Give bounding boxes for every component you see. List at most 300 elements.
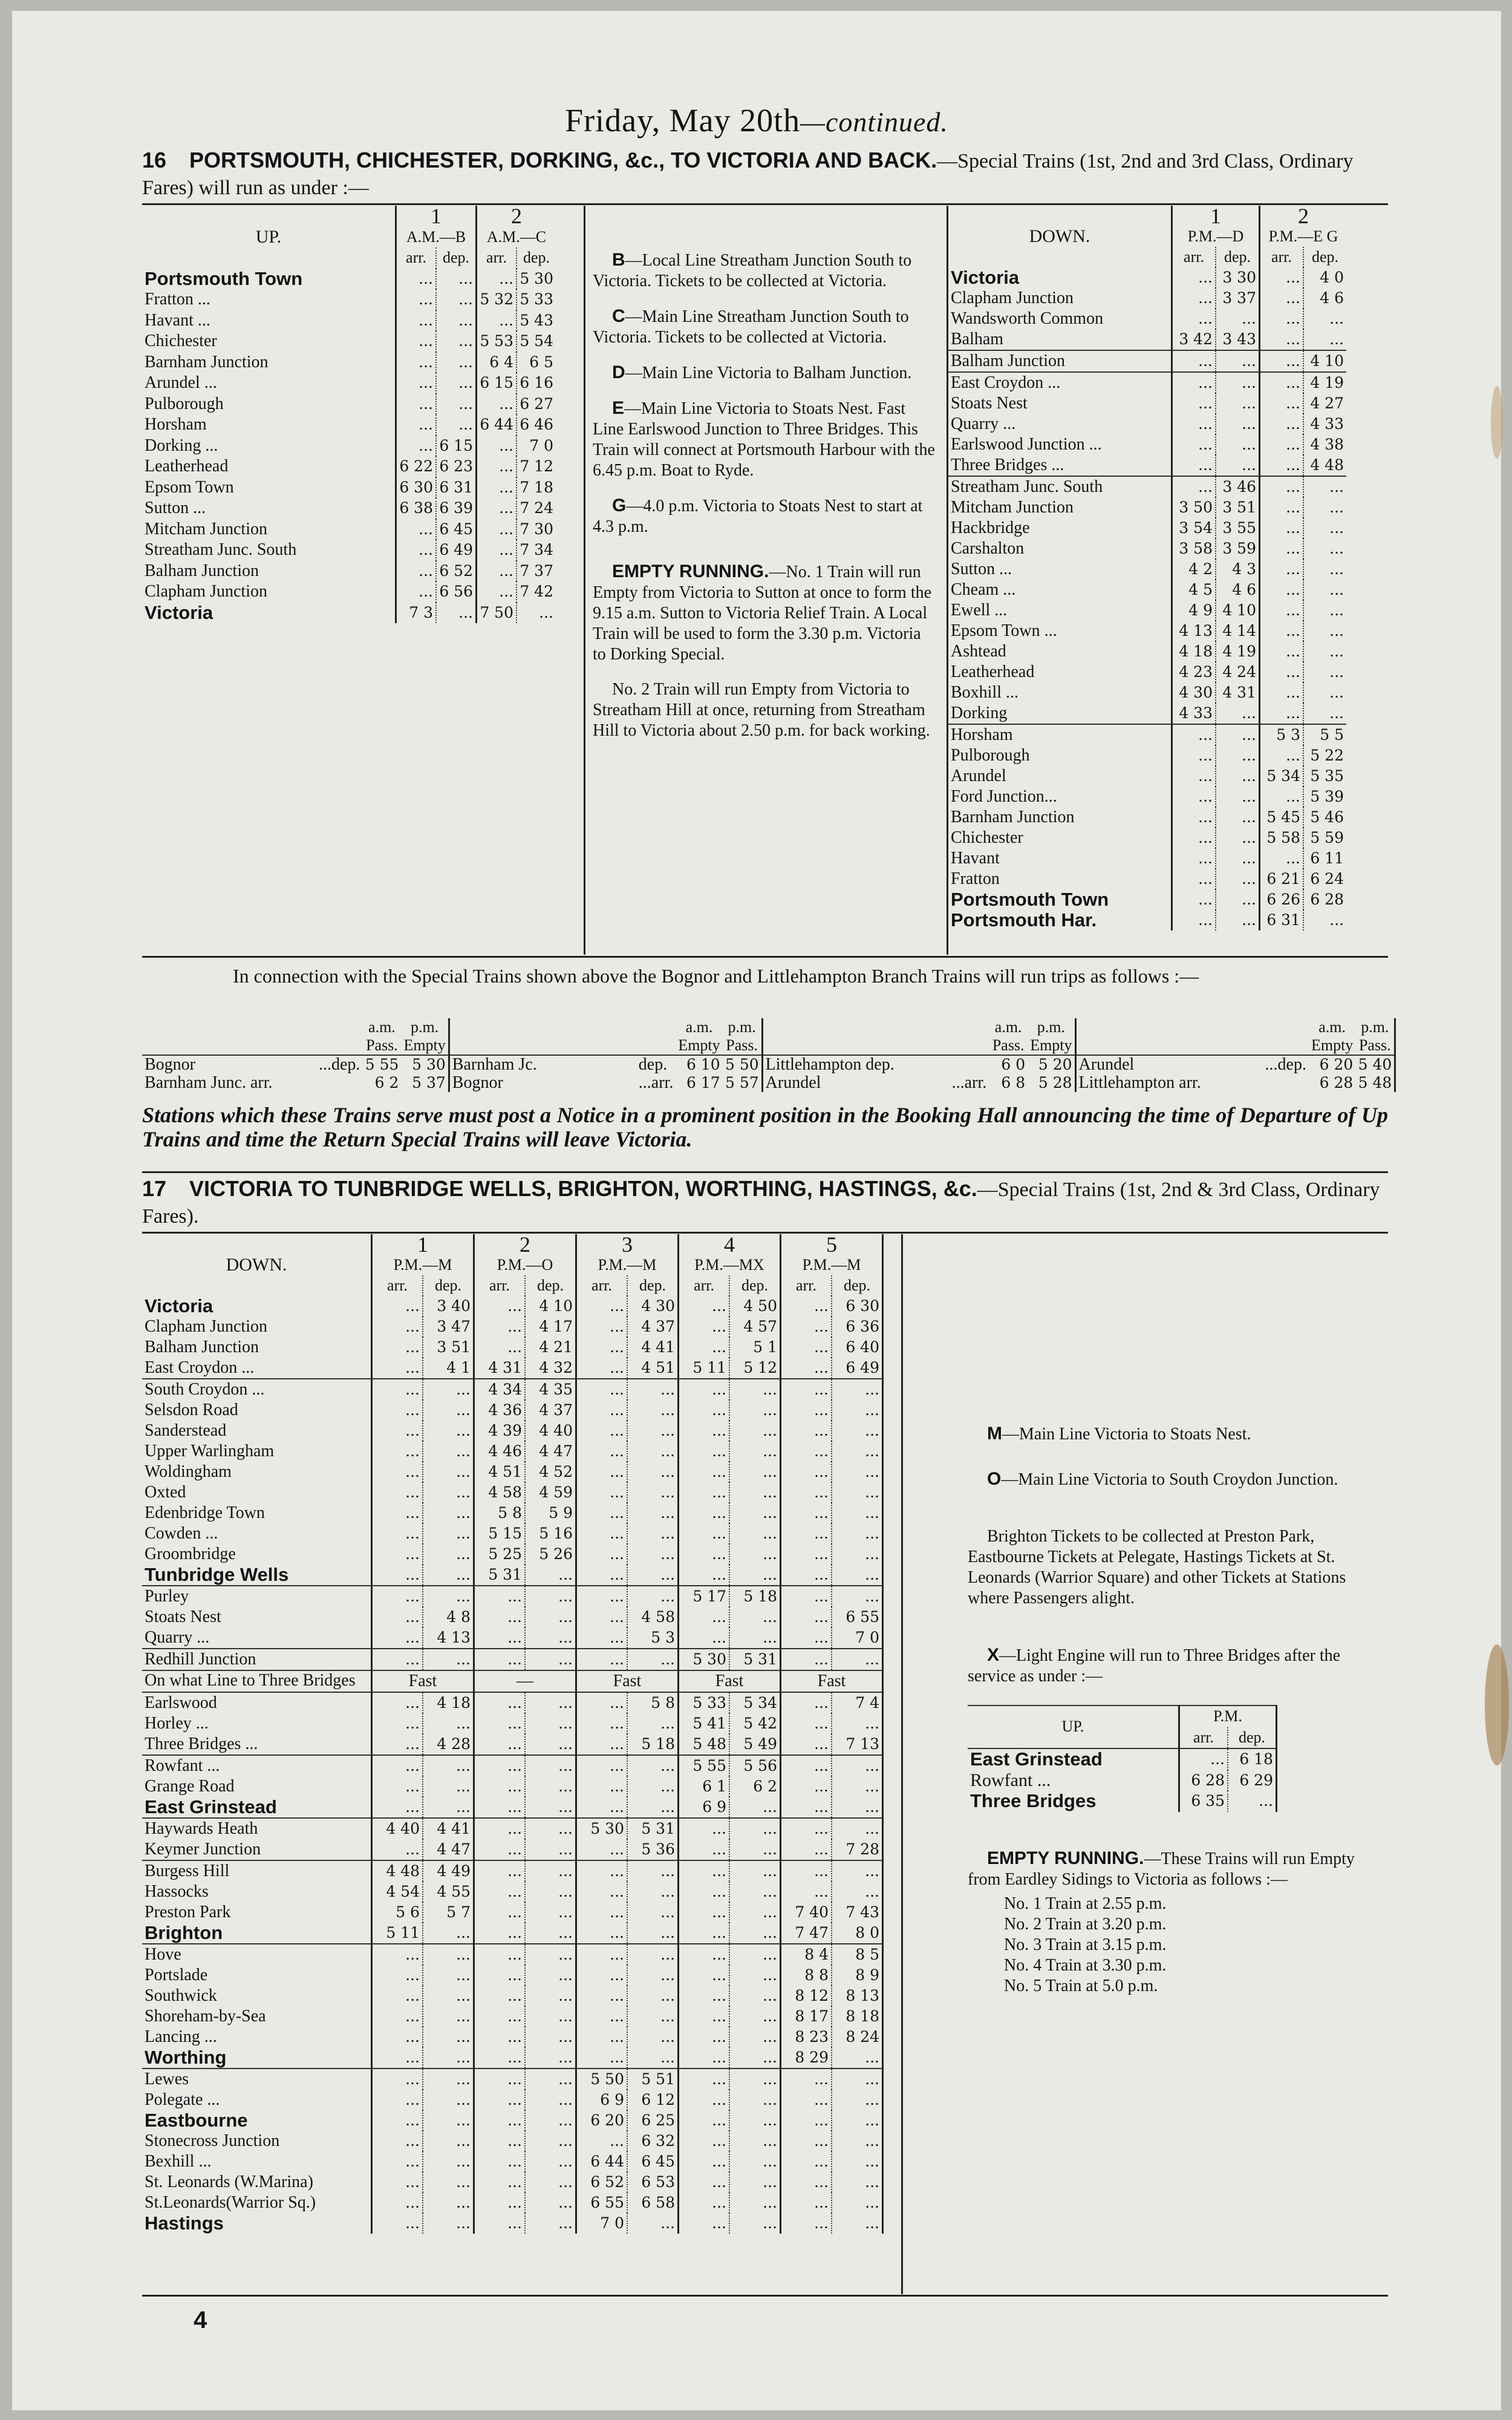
time-cell: ... <box>627 1965 679 1986</box>
time-cell: ... <box>477 310 517 332</box>
col-label: Empty <box>1311 1036 1354 1054</box>
time-cell: ... <box>525 1713 576 1734</box>
time-cell: ... <box>1172 828 1216 848</box>
time-cell: ... <box>1260 350 1304 372</box>
section-16-down-table <box>948 206 1346 930</box>
up-label: UP. <box>968 1705 1179 1748</box>
time-cell: ... <box>1260 309 1304 329</box>
time-cell: 6 2 <box>374 1074 399 1091</box>
time-cell: ... <box>1172 350 1216 372</box>
time-cell: ... <box>1216 869 1260 889</box>
time-cell: ... <box>396 540 437 561</box>
table-row <box>948 476 1346 497</box>
time-cell: 4 10 <box>1216 600 1260 621</box>
time-cell: ... <box>679 2193 730 2213</box>
time-cell: 5 55 <box>362 1055 401 1074</box>
time-cell: 8 12 <box>781 1986 832 2006</box>
time-cell: ... <box>832 2068 883 2090</box>
time-cell: ... <box>477 456 517 477</box>
time-cell: ... <box>372 1337 423 1358</box>
time-cell: ... <box>729 2110 781 2131</box>
time-cell: 7 0 <box>529 436 553 454</box>
time-cell: ... <box>396 310 437 332</box>
station-name: Horsham <box>142 414 396 436</box>
time-cell: ... <box>1179 1748 1228 1770</box>
note-g <box>593 495 937 537</box>
time-cell: ... <box>436 603 477 624</box>
time-cell: ... <box>372 2047 423 2068</box>
time-cell: ... <box>1260 621 1304 641</box>
station-name: Hove <box>142 1944 372 1965</box>
time-cell: ... <box>396 352 437 373</box>
train-tag: P.M.—M <box>781 1255 883 1275</box>
time-cell: ... <box>423 1923 474 1944</box>
time-cell: ... <box>423 2047 474 2068</box>
station-name: Clapham Junction <box>142 1316 372 1337</box>
col-label: arr. <box>1260 247 1304 267</box>
time-cell: ... <box>1329 310 1344 327</box>
station-name: Arundel <box>1075 1055 1263 1074</box>
time-cell: ... <box>396 581 437 603</box>
time-cell: ... <box>474 1713 526 1734</box>
header-row <box>968 1705 1277 1727</box>
station-name: Mitcham Junction <box>948 497 1172 518</box>
time-cell: 7 37 <box>520 561 553 580</box>
time-cell: ... <box>781 2172 832 2193</box>
time-cell: ... <box>627 1400 679 1421</box>
empty-running-heading: EMPTY RUNNING. <box>987 1848 1144 1868</box>
time-cell: ... <box>1216 786 1260 807</box>
time-cell: ... <box>1172 267 1216 288</box>
time-cell: ... <box>525 1649 576 1670</box>
time-cell: ... <box>729 1986 781 2006</box>
station-name: Mitcham Junction <box>142 519 396 540</box>
time-cell: ... <box>627 1944 679 1965</box>
col-label: dep. <box>832 1275 883 1296</box>
list-item: No. 5 Train at 5.0 p.m. <box>1004 1976 1158 1995</box>
time-cell: ... <box>477 436 517 457</box>
cell <box>449 1018 636 1036</box>
time-cell: ... <box>729 2006 781 2027</box>
time-cell: ... <box>832 2110 883 2131</box>
station-name: Groombridge <box>142 1544 372 1565</box>
time-cell: ... <box>832 1462 883 1482</box>
time-cell: ... <box>525 1565 576 1586</box>
time-cell: 4 39 <box>474 1421 526 1441</box>
table-row <box>968 1791 1277 1812</box>
table-row <box>142 2131 883 2151</box>
note-m <box>968 1424 1391 1445</box>
time-cell: ... <box>372 1296 423 1316</box>
col-label: Pass. <box>992 1036 1025 1054</box>
time-cell: ... <box>372 1692 423 1713</box>
time-cell: 6 30 <box>396 477 437 499</box>
time-cell: 5 41 <box>679 1713 730 1734</box>
train-tag: P.M.—E G <box>1268 227 1338 245</box>
cell: ...arr. <box>638 1073 674 1092</box>
time-cell: 5 6 <box>372 1902 423 1923</box>
note-x <box>968 1645 1391 1687</box>
train-tag: A.M.—B <box>396 227 477 248</box>
section-17-heading: 17 VICTORIA TO TUNBRIDGE WELLS, BRIGHTON, WORTHING, HASTINGS, &c.—Special Trains (1st, 2nd & 3rd Class, Ordinary Fares). <box>142 1176 1380 1228</box>
time-cell: ... <box>1260 682 1304 703</box>
time-cell: ... <box>423 2151 474 2172</box>
time-cell: ... <box>1260 848 1304 869</box>
time-cell: ... <box>781 1882 832 1902</box>
table-row <box>948 559 1346 580</box>
time-cell: ... <box>372 1713 423 1734</box>
time-cell: ... <box>1216 910 1260 930</box>
time-cell: ... <box>679 2027 730 2047</box>
time-cell: 4 38 <box>1310 436 1344 453</box>
time-cell: ... <box>627 1544 679 1565</box>
time-cell: 3 47 <box>423 1316 474 1337</box>
time-cell: ... <box>729 1565 781 1586</box>
time-cell: ... <box>423 1755 474 1776</box>
time-cell: ... <box>781 2131 832 2151</box>
time-cell: ... <box>679 1627 730 1649</box>
time-cell: ... <box>832 2131 883 2151</box>
table-row <box>142 1839 883 1860</box>
time-cell: 6 21 <box>1260 869 1304 889</box>
time-cell: 5 48 <box>1355 1074 1395 1092</box>
station-name: Dorking <box>948 703 1172 724</box>
station-name: Lewes <box>142 2068 372 2090</box>
time-cell: ... <box>1329 499 1344 516</box>
time-cell: ... <box>477 540 517 561</box>
time-cell: ... <box>679 1923 730 1944</box>
time-cell: ... <box>627 1523 679 1544</box>
col-label: dep. <box>729 1275 781 1296</box>
time-cell: ... <box>729 1503 781 1523</box>
station-name: Streatham Junc. South <box>948 476 1172 497</box>
time-cell: 4 47 <box>423 1839 474 1860</box>
time-cell: 6 28 <box>1179 1770 1228 1791</box>
time-cell: 6 4 <box>477 352 517 373</box>
col-label: p.m. <box>1028 1018 1075 1036</box>
time-cell: ... <box>576 1421 628 1441</box>
time-cell: ... <box>525 1776 576 1797</box>
time-cell: ... <box>832 2090 883 2110</box>
table-row <box>948 372 1346 393</box>
time-cell: 6 24 <box>1310 870 1344 888</box>
time-cell: ... <box>525 1882 576 1902</box>
time-cell: 3 51 <box>1216 497 1260 518</box>
station-name: Hackbridge <box>948 518 1172 538</box>
time-cell: ... <box>525 2090 576 2110</box>
time-cell: ... <box>576 1776 628 1797</box>
station-name: Quarry ... <box>142 1627 372 1649</box>
time-cell: ... <box>372 1755 423 1776</box>
time-cell: ... <box>525 1986 576 2006</box>
station-name: Portsmouth Town <box>142 269 396 290</box>
time-cell: 4 33 <box>1172 703 1216 724</box>
time-cell: ... <box>1172 434 1216 455</box>
time-cell: 5 55 <box>679 1755 730 1776</box>
time-cell: ... <box>576 1839 628 1860</box>
time-cell: 3 51 <box>423 1337 474 1358</box>
time-cell: 6 40 <box>832 1337 883 1358</box>
time-cell: 6 11 <box>1310 849 1344 867</box>
table-row <box>142 1627 883 1649</box>
time-cell: ... <box>1329 911 1344 929</box>
time-cell: ... <box>679 1337 730 1358</box>
time-cell: ... <box>396 373 437 394</box>
time-cell: ... <box>576 1565 628 1586</box>
table-row <box>948 600 1346 621</box>
time-cell: ... <box>1260 518 1304 538</box>
line-question: On what Line to Three Bridges <box>142 1670 372 1692</box>
time-cell: 5 59 <box>1310 829 1344 846</box>
time-cell: ... <box>1329 684 1344 701</box>
col-label: Empty <box>1028 1036 1075 1055</box>
down-label: DOWN. <box>948 226 1172 247</box>
time-cell: ... <box>372 2090 423 2110</box>
time-cell: 4 48 <box>1310 456 1344 474</box>
table-row <box>948 869 1346 889</box>
time-cell: ... <box>423 1565 474 1586</box>
header-row <box>142 1275 883 1296</box>
time-cell: ... <box>729 2131 781 2151</box>
time-cell: ... <box>372 1400 423 1421</box>
time-cell: ... <box>1216 889 1260 910</box>
time-cell: ... <box>1216 828 1260 848</box>
col-label: dep. <box>523 249 550 266</box>
time-cell: ... <box>474 1860 526 1882</box>
table-row <box>142 1755 883 1776</box>
note-key: G <box>612 495 627 515</box>
time-cell: ... <box>627 1797 679 1818</box>
time-cell: 6 5 <box>529 353 553 371</box>
time-cell: ... <box>474 1316 526 1337</box>
time-cell: ... <box>423 1713 474 1734</box>
time-cell: ... <box>576 1734 628 1755</box>
time-cell: ... <box>525 2193 576 2213</box>
time-cell: ... <box>576 1923 628 1944</box>
time-cell: ... <box>781 1860 832 1882</box>
header-row <box>142 1234 883 1255</box>
time-cell: ... <box>1172 745 1216 766</box>
time-cell: ... <box>781 2068 832 2090</box>
list-item: No. 2 Train at 3.20 p.m. <box>1004 1914 1167 1934</box>
time-cell: ... <box>423 1482 474 1503</box>
time-cell: ... <box>729 1523 781 1544</box>
time-cell: 6 18 <box>1228 1748 1277 1770</box>
time-cell: 8 4 <box>781 1944 832 1965</box>
time-cell: 5 7 <box>423 1902 474 1923</box>
time-cell: 7 12 <box>520 457 553 475</box>
col-label: Pass. <box>723 1036 763 1055</box>
time-cell: ... <box>372 2213 423 2234</box>
time-cell: ... <box>576 1379 628 1400</box>
table-row <box>948 497 1346 518</box>
time-cell: ... <box>372 1544 423 1565</box>
time-cell: ... <box>679 1316 730 1337</box>
col-number: 2 <box>474 1234 576 1255</box>
note-key: B <box>612 250 625 270</box>
station-name: Barnham Junction <box>142 352 396 373</box>
station-name: East Croydon ... <box>948 372 1172 393</box>
line-value: Fast <box>781 1670 883 1692</box>
time-cell: ... <box>525 1944 576 1965</box>
time-cell: ... <box>372 1421 423 1441</box>
time-cell: 3 50 <box>1172 497 1216 518</box>
time-cell: ... <box>474 2131 526 2151</box>
time-cell: 6 16 <box>520 374 553 391</box>
time-cell: ... <box>679 2172 730 2193</box>
empty-running-note <box>593 561 937 665</box>
col-number: 1 <box>372 1234 474 1255</box>
time-cell: 6 52 <box>436 561 477 582</box>
time-cell: 5 20 <box>1028 1055 1075 1074</box>
time-cell: ... <box>729 2213 781 2234</box>
time-cell: ... <box>781 1400 832 1421</box>
note-b <box>593 250 937 292</box>
table-row <box>142 1649 883 1670</box>
col-label: dep. <box>1228 1727 1277 1749</box>
time-cell: ... <box>1260 393 1304 414</box>
time-cell: ... <box>781 1523 832 1544</box>
station-name: Grange Road <box>142 1776 372 1797</box>
time-cell: ... <box>576 2131 628 2151</box>
station-name: Victoria <box>948 267 1172 288</box>
time-cell: 7 0 <box>576 2213 628 2234</box>
table-row <box>142 1036 1395 1055</box>
time-cell: ... <box>781 2151 832 2172</box>
time-cell: 6 26 <box>1260 889 1304 910</box>
station-name: Polegate ... <box>142 2090 372 2110</box>
time-cell: 5 31 <box>474 1565 526 1586</box>
time-cell: ... <box>576 1586 628 1607</box>
time-cell: ... <box>477 394 517 415</box>
rule <box>142 956 1388 958</box>
station-name: Clapham Junction <box>948 288 1172 309</box>
table-row <box>968 1748 1277 1770</box>
table-row <box>142 1462 883 1482</box>
station-name: Horsham <box>948 724 1172 745</box>
time-cell: ... <box>729 1441 781 1462</box>
time-cell: ... <box>396 561 437 582</box>
time-cell: ... <box>832 1755 883 1776</box>
time-cell: ... <box>474 1776 526 1797</box>
time-cell: 7 50 <box>477 603 517 624</box>
time-cell: ... <box>576 1337 628 1358</box>
header-row <box>948 226 1346 247</box>
time-cell: ... <box>576 1627 628 1649</box>
time-cell: 5 18 <box>729 1586 781 1607</box>
time-cell: 5 33 <box>520 290 553 308</box>
col-number: 5 <box>781 1234 883 1255</box>
time-cell: ... <box>781 2213 832 2234</box>
time-cell: ... <box>729 1482 781 1503</box>
time-cell: ... <box>372 2027 423 2047</box>
table-row <box>142 1358 883 1379</box>
table-row <box>142 269 556 290</box>
time-cell: 4 58 <box>474 1482 526 1503</box>
time-cell: 6 15 <box>477 373 517 394</box>
time-cell: ... <box>576 1544 628 1565</box>
table-row <box>142 1607 883 1627</box>
time-cell: ... <box>372 2110 423 2131</box>
station-name: Balham Junction <box>948 350 1172 372</box>
time-cell: 4 13 <box>1172 621 1216 641</box>
col-label: arr. <box>679 1275 730 1296</box>
time-cell: ... <box>477 269 517 290</box>
station-name: Upper Warlingham <box>142 1441 372 1462</box>
time-cell: 4 14 <box>1216 621 1260 641</box>
note-text: —No. 1 Train will run Empty from Victoria to Sutton at once to form the 9.15 a.m. Sutton to Victoria Relief Train. A Local Train will be used to form the 3.30 p.m. Victoria to Dorking Special. <box>593 563 932 664</box>
rule <box>142 2295 1388 2297</box>
time-cell: 4 31 <box>1216 682 1260 703</box>
time-cell: 5 1 <box>729 1337 781 1358</box>
time-cell: ... <box>474 2068 526 2090</box>
train-tag: P.M.—D <box>1172 226 1260 247</box>
time-cell: ... <box>1216 350 1260 372</box>
time-cell: ... <box>832 1400 883 1421</box>
col-number: 2 <box>511 204 522 228</box>
time-cell: ... <box>729 1627 781 1649</box>
time-cell: ... <box>474 1734 526 1755</box>
table-row <box>948 267 1346 288</box>
time-cell: ... <box>576 1944 628 1965</box>
table-row <box>142 2006 883 2027</box>
time-cell: ... <box>832 2193 883 2213</box>
time-cell: 8 18 <box>832 2006 883 2027</box>
station-name: Stoats Nest <box>948 393 1172 414</box>
time-cell: ... <box>576 1523 628 1544</box>
table-row <box>142 2068 883 2090</box>
time-cell: 5 39 <box>1310 788 1344 805</box>
rule <box>142 203 1388 205</box>
table-row <box>948 682 1346 703</box>
note-text: —Local Line Streatham Junction South to Victoria. Tickets to be collected at Victoria. <box>593 251 912 290</box>
time-cell: ... <box>576 1797 628 1818</box>
time-cell: ... <box>832 1818 883 1839</box>
time-cell: 5 57 <box>723 1074 763 1092</box>
table-row <box>142 2151 883 2172</box>
time-cell: 6 55 <box>576 2193 628 2213</box>
col-label: dep. <box>1216 247 1260 267</box>
time-cell: ... <box>679 1379 730 1400</box>
time-cell: ... <box>474 1839 526 1860</box>
header-row <box>142 247 556 269</box>
time-cell: ... <box>679 2131 730 2151</box>
station-name: Stoats Nest <box>142 1607 372 1627</box>
time-cell: ... <box>627 1482 679 1503</box>
time-cell: 5 54 <box>520 332 553 350</box>
table-row <box>142 331 556 352</box>
time-cell: 3 55 <box>1216 518 1260 538</box>
time-cell: ... <box>627 1379 679 1400</box>
time-cell: 6 52 <box>576 2172 628 2193</box>
time-cell: ... <box>781 1818 832 1839</box>
col-label: arr. <box>781 1275 832 1296</box>
time-cell: ... <box>781 1316 832 1337</box>
time-cell: ... <box>474 2213 526 2234</box>
time-cell: ... <box>576 1692 628 1713</box>
time-cell: 6 49 <box>832 1358 883 1379</box>
time-cell: 4 41 <box>627 1337 679 1358</box>
time-cell: ... <box>1329 663 1344 681</box>
time-cell: ... <box>1260 786 1304 807</box>
time-cell: 6 0 <box>989 1055 1028 1074</box>
table-row <box>142 373 556 394</box>
time-cell: 6 20 <box>576 2110 628 2131</box>
table-row <box>142 540 556 561</box>
time-cell: 5 18 <box>627 1734 679 1755</box>
time-cell: ... <box>372 1607 423 1627</box>
time-cell: 6 56 <box>436 581 477 603</box>
